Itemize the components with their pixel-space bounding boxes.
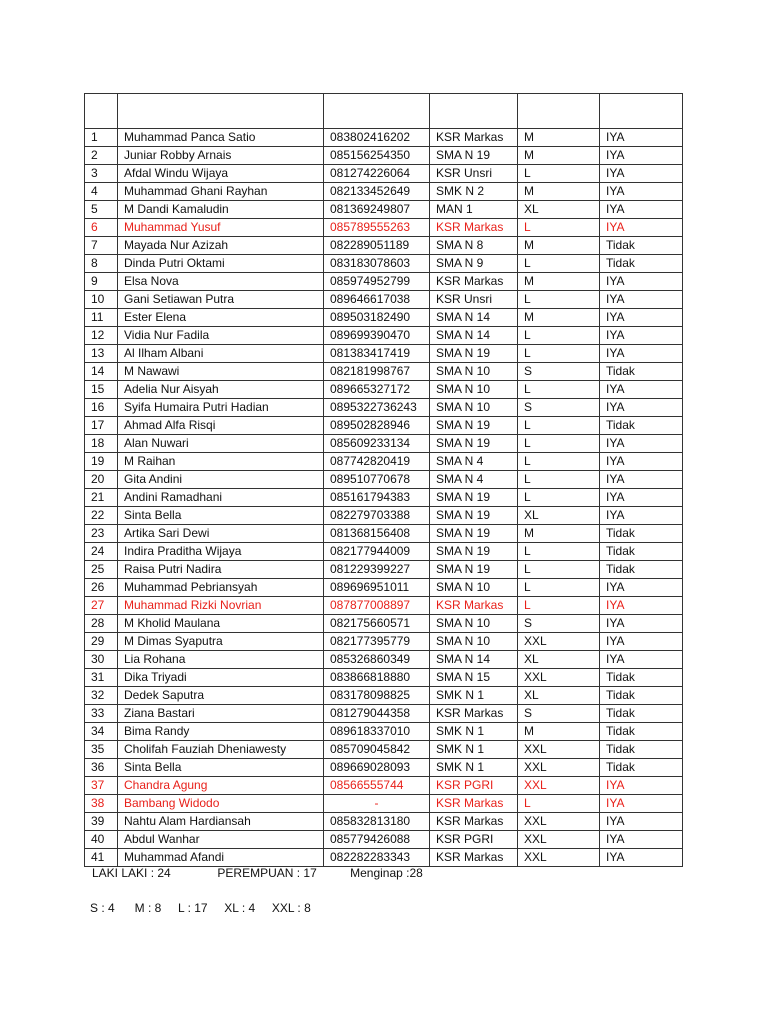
table-row: [85, 543, 683, 561]
row-number: 24: [85, 543, 118, 561]
row-number: 14: [85, 363, 118, 381]
row-number: 30: [85, 651, 118, 669]
phone-number: 085974952799: [324, 273, 430, 291]
shirt-size: XL: [518, 507, 600, 525]
participant-name: Lia Rohana: [118, 651, 324, 669]
table-row: [85, 219, 683, 237]
stay-status: IYA: [600, 219, 683, 237]
phone-number: 085779426088: [324, 831, 430, 849]
row-number: 9: [85, 273, 118, 291]
phone-number: 089618337010: [324, 723, 430, 741]
school-name: SMA N 14: [430, 309, 518, 327]
stay-status: IYA: [600, 291, 683, 309]
participant-name: M Nawawi: [118, 363, 324, 381]
row-number: 15: [85, 381, 118, 399]
school-name: KSR Markas: [430, 795, 518, 813]
school-name: SMA N 10: [430, 399, 518, 417]
school-name: KSR Markas: [430, 273, 518, 291]
school-name: SMA N 19: [430, 147, 518, 165]
school-name: KSR PGRI: [430, 831, 518, 849]
shirt-size: L: [518, 597, 600, 615]
stay-status: Tidak: [600, 741, 683, 759]
shirt-size: XXL: [518, 741, 600, 759]
phone-number: 083183078603: [324, 255, 430, 273]
stay-status: IYA: [600, 777, 683, 795]
table-row: [85, 615, 683, 633]
row-number: 11: [85, 309, 118, 327]
table-row: [85, 489, 683, 507]
stay-status: Tidak: [600, 759, 683, 777]
school-name: KSR Markas: [430, 849, 518, 867]
row-number: 41: [85, 849, 118, 867]
participant-name: Juniar Robby Arnais: [118, 147, 324, 165]
phone-number: 089646617038: [324, 291, 430, 309]
phone-number: 087742820419: [324, 453, 430, 471]
shirt-size: M: [518, 129, 600, 147]
stay-status: IYA: [600, 183, 683, 201]
school-name: SMA N 19: [430, 525, 518, 543]
stay-status: Tidak: [600, 687, 683, 705]
table-row: [85, 165, 683, 183]
phone-number: 083802416202: [324, 129, 430, 147]
school-name: KSR Markas: [430, 813, 518, 831]
table-row: [85, 183, 683, 201]
header-cell-stay: [600, 94, 683, 129]
stay-status: Tidak: [600, 669, 683, 687]
phone-number: 082175660571: [324, 615, 430, 633]
phone-number: 089696951011: [324, 579, 430, 597]
shirt-size: L: [518, 291, 600, 309]
participant-name: Vidia Nur Fadila: [118, 327, 324, 345]
stay-status: IYA: [600, 309, 683, 327]
school-name: SMA N 10: [430, 615, 518, 633]
shirt-size: M: [518, 309, 600, 327]
participant-name: Syifa Humaira Putri Hadian: [118, 399, 324, 417]
table-row: [85, 777, 683, 795]
shirt-size: L: [518, 327, 600, 345]
shirt-size: M: [518, 147, 600, 165]
table-row: [85, 525, 683, 543]
participant-table-body: [85, 94, 683, 867]
school-name: SMA N 9: [430, 255, 518, 273]
participant-name: Ester Elena: [118, 309, 324, 327]
row-number: 19: [85, 453, 118, 471]
phone-number: 089502828946: [324, 417, 430, 435]
stay-status: IYA: [600, 345, 683, 363]
table-row: [85, 507, 683, 525]
phone-number: 089699390470: [324, 327, 430, 345]
table-row: [85, 813, 683, 831]
participant-name: Indira Praditha Wijaya: [118, 543, 324, 561]
phone-number: 081368156408: [324, 525, 430, 543]
stay-status: IYA: [600, 489, 683, 507]
table-row: [85, 741, 683, 759]
phone-number: 082177395779: [324, 633, 430, 651]
school-name: SMK N 2: [430, 183, 518, 201]
row-number: 26: [85, 579, 118, 597]
school-name: SMA N 19: [430, 417, 518, 435]
shirt-size: M: [518, 183, 600, 201]
shirt-size: L: [518, 471, 600, 489]
participant-name: Bambang Widodo: [118, 795, 324, 813]
table-row: [85, 255, 683, 273]
table-row: [85, 273, 683, 291]
stay-status: Tidak: [600, 723, 683, 741]
phone-number: 081274226064: [324, 165, 430, 183]
school-name: SMA N 14: [430, 327, 518, 345]
table-row: [85, 669, 683, 687]
stay-status: Tidak: [600, 255, 683, 273]
school-name: KSR Unsri: [430, 291, 518, 309]
table-row: [85, 399, 683, 417]
phone-number: 087877008897: [324, 597, 430, 615]
participant-name: Muhammad Afandi: [118, 849, 324, 867]
phone-number: 08566555744: [324, 777, 430, 795]
phone-number: 082133452649: [324, 183, 430, 201]
phone-number: 083866818880: [324, 669, 430, 687]
row-number: 7: [85, 237, 118, 255]
row-number: 32: [85, 687, 118, 705]
phone-number: 085609233134: [324, 435, 430, 453]
shirt-size: S: [518, 399, 600, 417]
phone-number: 085789555263: [324, 219, 430, 237]
table-row: [85, 417, 683, 435]
row-number: 10: [85, 291, 118, 309]
row-number: 17: [85, 417, 118, 435]
phone-number: 0895322736243: [324, 399, 430, 417]
school-name: SMK N 1: [430, 741, 518, 759]
participant-name: Ahmad Alfa Risqi: [118, 417, 324, 435]
phone-number: 083178098825: [324, 687, 430, 705]
school-name: SMA N 19: [430, 435, 518, 453]
participant-name: Muhammad Ghani Rayhan: [118, 183, 324, 201]
row-number: 13: [85, 345, 118, 363]
row-number: 34: [85, 723, 118, 741]
school-name: SMA N 10: [430, 633, 518, 651]
shirt-size: L: [518, 561, 600, 579]
shirt-size: XL: [518, 651, 600, 669]
participant-name: Muhammad Pebriansyah: [118, 579, 324, 597]
phone-number: -: [324, 795, 430, 813]
stay-status: IYA: [600, 147, 683, 165]
stay-status: IYA: [600, 813, 683, 831]
table-row: [85, 381, 683, 399]
row-number: 6: [85, 219, 118, 237]
stay-status: IYA: [600, 831, 683, 849]
participant-name: Sinta Bella: [118, 759, 324, 777]
shirt-size: XXL: [518, 831, 600, 849]
row-number: 1: [85, 129, 118, 147]
phone-number: 085156254350: [324, 147, 430, 165]
participant-name: Cholifah Fauziah Dheniawesty: [118, 741, 324, 759]
gender-summary: LAKI LAKI : 24 PEREMPUAN : 17 Menginap :28: [92, 866, 423, 880]
phone-number: 081369249807: [324, 201, 430, 219]
school-name: SMA N 19: [430, 489, 518, 507]
phone-number: 082289051189: [324, 237, 430, 255]
school-name: SMA N 19: [430, 507, 518, 525]
participant-name: Dinda Putri Oktami: [118, 255, 324, 273]
participant-name: Nahtu Alam Hardiansah: [118, 813, 324, 831]
school-name: SMA N 19: [430, 561, 518, 579]
phone-number: 082181998767: [324, 363, 430, 381]
table-header-row: [85, 94, 683, 129]
table-row: [85, 129, 683, 147]
school-name: SMA N 4: [430, 471, 518, 489]
shirt-size: L: [518, 165, 600, 183]
school-name: KSR Markas: [430, 705, 518, 723]
shirt-size: XL: [518, 687, 600, 705]
table-row: [85, 651, 683, 669]
school-name: SMA N 15: [430, 669, 518, 687]
stay-status: IYA: [600, 453, 683, 471]
participant-name: M Dandi Kamaludin: [118, 201, 324, 219]
table-row: [85, 237, 683, 255]
participant-table: [84, 93, 683, 867]
phone-number: 085832813180: [324, 813, 430, 831]
header-cell-phone: [324, 94, 430, 129]
stay-status: Tidak: [600, 561, 683, 579]
participant-name: Ziana Bastari: [118, 705, 324, 723]
stay-status: IYA: [600, 201, 683, 219]
stay-status: IYA: [600, 849, 683, 867]
shirt-size: XXL: [518, 759, 600, 777]
participant-name: Gita Andini: [118, 471, 324, 489]
row-number: 28: [85, 615, 118, 633]
shirt-size: L: [518, 381, 600, 399]
row-number: 5: [85, 201, 118, 219]
participant-name: Elsa Nova: [118, 273, 324, 291]
participant-name: Andini Ramadhani: [118, 489, 324, 507]
participant-name: Muhammad Rizki Novrian: [118, 597, 324, 615]
participant-name: Raisa Putri Nadira: [118, 561, 324, 579]
shirt-size: M: [518, 723, 600, 741]
row-number: 23: [85, 525, 118, 543]
phone-number: 082279703388: [324, 507, 430, 525]
participant-name: Adelia Nur Aisyah: [118, 381, 324, 399]
row-number: 29: [85, 633, 118, 651]
shirt-size: XL: [518, 201, 600, 219]
phone-number: 081229399227: [324, 561, 430, 579]
school-name: KSR Markas: [430, 219, 518, 237]
row-number: 18: [85, 435, 118, 453]
stay-status: IYA: [600, 471, 683, 489]
phone-number: 082282283343: [324, 849, 430, 867]
table-row: [85, 363, 683, 381]
participant-name: Afdal Windu Wijaya: [118, 165, 324, 183]
phone-number: 081279044358: [324, 705, 430, 723]
shirt-size: XXL: [518, 669, 600, 687]
row-number: 38: [85, 795, 118, 813]
school-name: SMA N 10: [430, 363, 518, 381]
shirt-size: XXL: [518, 777, 600, 795]
participant-name: Al Ilham Albani: [118, 345, 324, 363]
stay-status: Tidak: [600, 525, 683, 543]
school-name: SMA N 4: [430, 453, 518, 471]
header-cell-size: [518, 94, 600, 129]
participant-name: Chandra Agung: [118, 777, 324, 795]
table-row: [85, 795, 683, 813]
school-name: SMK N 1: [430, 723, 518, 741]
participant-name: Abdul Wanhar: [118, 831, 324, 849]
table-row: [85, 309, 683, 327]
participant-name: Alan Nuwari: [118, 435, 324, 453]
table-row: [85, 633, 683, 651]
shirt-size: L: [518, 255, 600, 273]
school-name: KSR Markas: [430, 129, 518, 147]
stay-status: IYA: [600, 129, 683, 147]
table-row: [85, 687, 683, 705]
phone-number: 085161794383: [324, 489, 430, 507]
participant-name: Dedek Saputra: [118, 687, 324, 705]
row-number: 22: [85, 507, 118, 525]
row-number: 2: [85, 147, 118, 165]
school-name: MAN 1: [430, 201, 518, 219]
school-name: SMA N 14: [430, 651, 518, 669]
participant-name: Artika Sari Dewi: [118, 525, 324, 543]
shirt-size: M: [518, 525, 600, 543]
school-name: KSR Markas: [430, 597, 518, 615]
phone-number: 085326860349: [324, 651, 430, 669]
stay-status: IYA: [600, 327, 683, 345]
table-row: [85, 705, 683, 723]
participant-name: Muhammad Yusuf: [118, 219, 324, 237]
shirt-size: L: [518, 219, 600, 237]
shirt-size: S: [518, 705, 600, 723]
shirt-size: M: [518, 237, 600, 255]
table-row: [85, 453, 683, 471]
shirt-size: L: [518, 417, 600, 435]
row-number: 31: [85, 669, 118, 687]
participant-name: Sinta Bella: [118, 507, 324, 525]
table-row: [85, 579, 683, 597]
shirt-size: L: [518, 345, 600, 363]
phone-number: 081383417419: [324, 345, 430, 363]
header-cell-school: [430, 94, 518, 129]
stay-status: IYA: [600, 795, 683, 813]
school-name: SMA N 10: [430, 381, 518, 399]
school-name: SMK N 1: [430, 687, 518, 705]
school-name: SMA N 10: [430, 579, 518, 597]
row-number: 20: [85, 471, 118, 489]
row-number: 40: [85, 831, 118, 849]
stay-status: IYA: [600, 651, 683, 669]
row-number: 39: [85, 813, 118, 831]
table-row: [85, 147, 683, 165]
participant-name: Bima Randy: [118, 723, 324, 741]
header-cell-number: [85, 94, 118, 129]
table-row: [85, 759, 683, 777]
header-cell-name: [118, 94, 324, 129]
row-number: 4: [85, 183, 118, 201]
stay-status: IYA: [600, 165, 683, 183]
phone-number: 089669028093: [324, 759, 430, 777]
stay-status: IYA: [600, 615, 683, 633]
stay-status: Tidak: [600, 363, 683, 381]
shirt-size: L: [518, 795, 600, 813]
row-number: 33: [85, 705, 118, 723]
row-number: 16: [85, 399, 118, 417]
stay-status: IYA: [600, 273, 683, 291]
table-row: [85, 723, 683, 741]
table-row: [85, 597, 683, 615]
table-row: [85, 201, 683, 219]
school-name: KSR PGRI: [430, 777, 518, 795]
stay-status: IYA: [600, 579, 683, 597]
phone-number: 085709045842: [324, 741, 430, 759]
phone-number: 089503182490: [324, 309, 430, 327]
row-number: 12: [85, 327, 118, 345]
row-number: 36: [85, 759, 118, 777]
table-row: [85, 345, 683, 363]
stay-status: IYA: [600, 597, 683, 615]
participant-name: Gani Setiawan Putra: [118, 291, 324, 309]
shirt-size: L: [518, 579, 600, 597]
shirt-size: L: [518, 453, 600, 471]
school-name: SMA N 19: [430, 543, 518, 561]
stay-status: Tidak: [600, 237, 683, 255]
stay-status: Tidak: [600, 417, 683, 435]
table-row: [85, 471, 683, 489]
participant-name: Muhammad Panca Satio: [118, 129, 324, 147]
size-summary: S : 4 M : 8 L : 17 XL : 4 XXL : 8: [90, 901, 311, 915]
shirt-size: M: [518, 273, 600, 291]
stay-status: IYA: [600, 507, 683, 525]
participant-name: M Kholid Maulana: [118, 615, 324, 633]
row-number: 27: [85, 597, 118, 615]
participant-name: M Dimas Syaputra: [118, 633, 324, 651]
shirt-size: XXL: [518, 849, 600, 867]
phone-number: 089510770678: [324, 471, 430, 489]
row-number: 21: [85, 489, 118, 507]
shirt-size: S: [518, 615, 600, 633]
row-number: 3: [85, 165, 118, 183]
shirt-size: L: [518, 489, 600, 507]
row-number: 25: [85, 561, 118, 579]
participant-name: M Raihan: [118, 453, 324, 471]
participant-name: Mayada Nur Azizah: [118, 237, 324, 255]
stay-status: IYA: [600, 381, 683, 399]
phone-number: 082177944009: [324, 543, 430, 561]
stay-status: IYA: [600, 633, 683, 651]
phone-number: 089665327172: [324, 381, 430, 399]
participant-name: Dika Triyadi: [118, 669, 324, 687]
shirt-size: L: [518, 435, 600, 453]
table-row: [85, 327, 683, 345]
school-name: SMA N 8: [430, 237, 518, 255]
shirt-size: S: [518, 363, 600, 381]
shirt-size: XXL: [518, 813, 600, 831]
school-name: KSR Unsri: [430, 165, 518, 183]
school-name: SMK N 1: [430, 759, 518, 777]
stay-status: IYA: [600, 435, 683, 453]
stay-status: IYA: [600, 399, 683, 417]
stay-status: Tidak: [600, 705, 683, 723]
table-row: [85, 291, 683, 309]
table-row: [85, 435, 683, 453]
row-number: 37: [85, 777, 118, 795]
shirt-size: L: [518, 543, 600, 561]
row-number: 35: [85, 741, 118, 759]
table-row: [85, 561, 683, 579]
school-name: SMA N 19: [430, 345, 518, 363]
row-number: 8: [85, 255, 118, 273]
shirt-size: XXL: [518, 633, 600, 651]
table-row: [85, 849, 683, 867]
stay-status: Tidak: [600, 543, 683, 561]
table-row: [85, 831, 683, 849]
